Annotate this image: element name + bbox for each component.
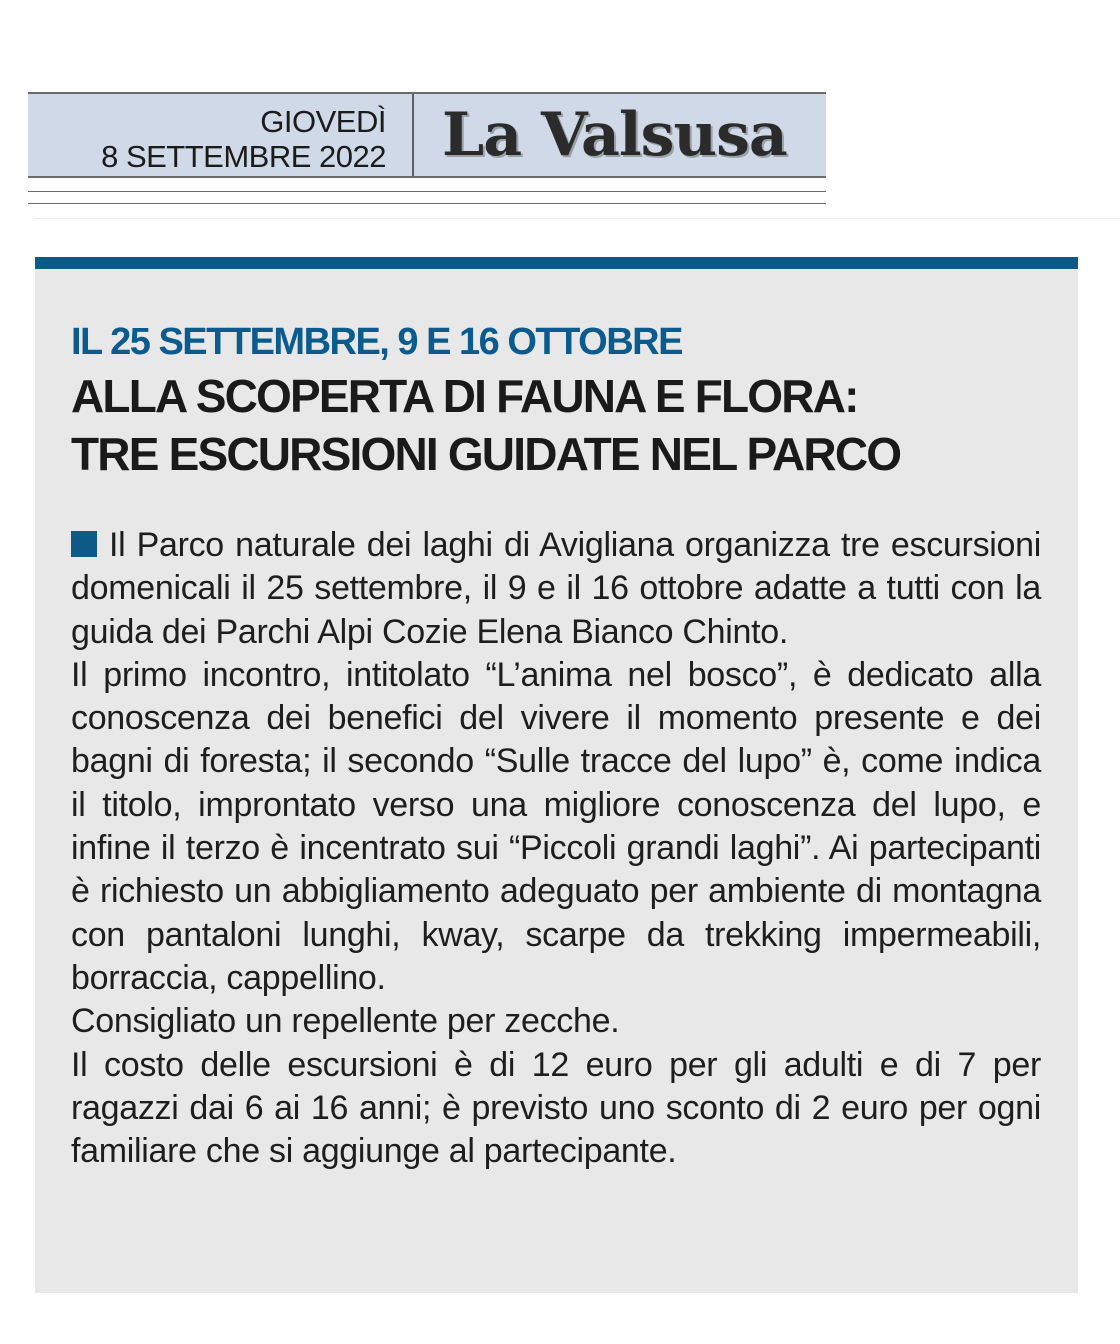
paragraph-1-text: Il Parco naturale dei laghi di Avigliana organizza tre escursioni domenicali il 25 settembre, il 9 e il 16 ottobre adatte a tutti con la guida dei Parchi Alpi Cozie Elena Bianco Chinto. [71,526,1041,651]
article-top-bar [35,257,1078,269]
newspaper-logo: La Valsusa [442,100,787,170]
separator-line [34,218,1120,219]
issue-day: GIOVEDÌ [260,104,386,139]
article-headline [71,367,900,483]
paragraph-1 [71,524,1041,654]
masthead-divider [412,94,414,176]
masthead [28,92,826,178]
article-box [35,257,1078,1293]
masthead-rule-2 [28,203,826,204]
headline-line-2: TRE ESCURSIONI GUIDATE NEL PARCO [71,428,901,480]
paragraph-4: Il costo delle escursioni è di 12 euro per gli adulti e di 7 per ragazzi dai 6 ai 16 anni; è previsto uno sconto di 2 euro per ogni familiare che si aggiunge al partecipante. [71,1045,1041,1171]
paragraph-3: Consigliato un repellente per zecche. [71,1002,620,1041]
headline-line-1: ALLA SCOPERTA DI FAUNA E FLORA: [71,370,858,422]
article-kicker: IL 25 SETTEMBRE, 9 E 16 OTTOBRE [71,321,682,363]
square-bullet-icon [71,531,97,557]
paragraph-2: Il primo incontro, intitolato “L’anima nel bosco”, è dedicato alla conoscenza dei benefici del vivere il momento presente e dei bagni di foresta; il secondo “Sulle tracce del lupo” è, come indica il titolo, improntato verso una migliore conoscenza del lupo, e infine il terzo è incentrato sui “Piccoli grandi laghi”. Ai partecipanti è richiesto un abbigliamento adeguato per ambiente di montagna con pantaloni lunghi, kway, scarpe da trekking impermeabili, borraccia, cappellino. [71,655,1041,997]
article-body [71,524,1041,1173]
masthead-rule [28,191,826,192]
date-block [28,94,386,176]
issue-date: 8 SETTEMBRE 2022 [101,139,386,174]
